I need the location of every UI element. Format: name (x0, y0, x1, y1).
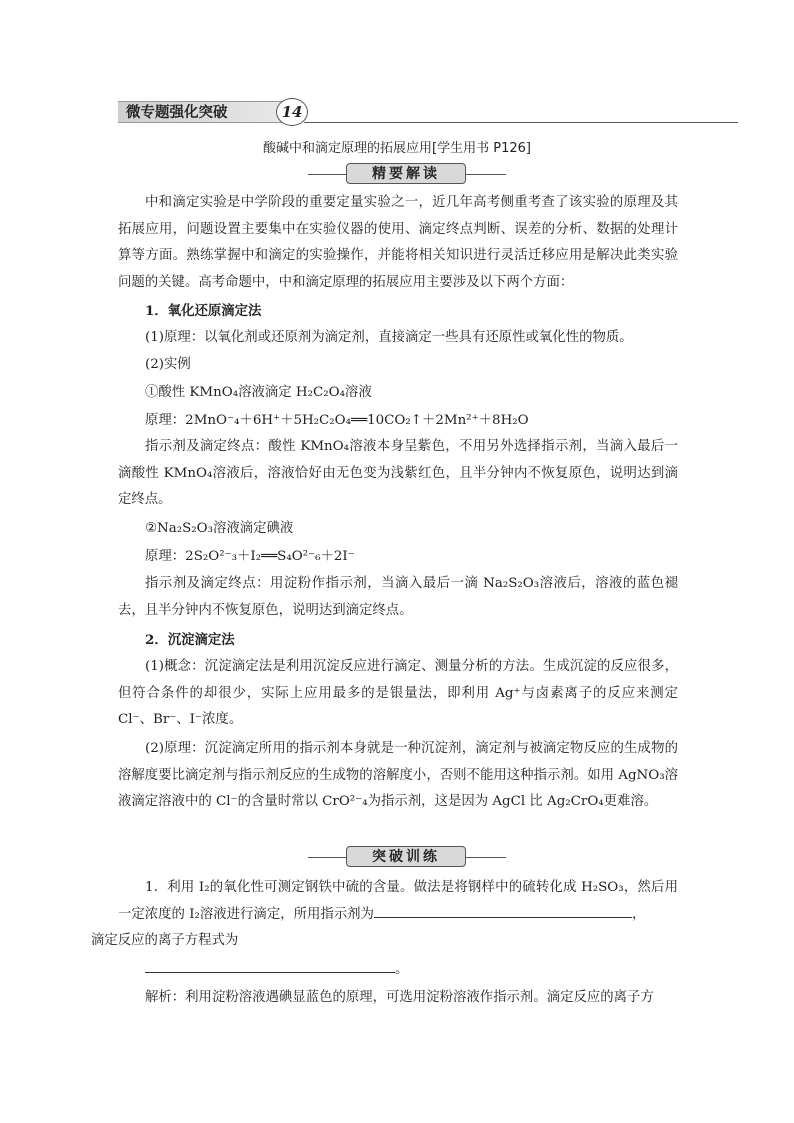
p1-example-label: (2)实例 (145, 357, 191, 372)
intro-paragraph: 中和滴定实验是中学阶段的重要定量实验之一，近几年高考侧重考查了该实验的原理及其拓展应用，问题设置主要集中在实验仪器的使用、滴定终点判断、误差的分析、数据的处理计算等方面。熟练掌握中和滴定的实验操作，并能将相关知识进行灵活迁移应用是解决此类实验问题的关键。高考命题中，中和滴定原理的拓展应用主要涉及以下两个方面： (118, 195, 678, 290)
header (118, 98, 738, 126)
section-heading-1 (308, 163, 506, 185)
analysis: 解析：利用淀粉溶液遇碘显蓝色的原理，可选用淀粉溶液作指示剂。滴定反应的离子方 (145, 990, 654, 1005)
p1-title: 1．氧化还原滴定法 (145, 303, 262, 319)
p1-ex1-title: ①酸性 KMnO₄溶液滴定 H₂C₂O₄溶液 (145, 385, 372, 400)
header-banner: 微专题强化突破 (118, 101, 290, 123)
question-1-text-2: 滴定反应的离子方程式为 (91, 933, 239, 948)
section-heading-2-label: 突破训练 (346, 846, 466, 867)
section-heading-2 (308, 846, 506, 868)
p1-ex2-title: ②Na₂S₂O₃溶液滴定碘液 (145, 521, 294, 536)
subtitle: 酸碱中和滴定原理的拓展应用[学生用书 P126] (263, 141, 531, 156)
header-rule (304, 122, 738, 123)
question-1: 1．利用 I₂的氧化性可测定钢铁中硫的含量。做法是将钢样中的硫转化成 H₂SO₃，然后用一定浓度的 I₂溶液进行滴定，所用指示剂为 ， 滴定反应的离子方程式为 (91, 880, 678, 948)
answer-line-2: 。 (145, 957, 408, 983)
section-heading-1-label: 精要解读 (346, 163, 466, 184)
question-1-text: 1．利用 I₂的氧化性可测定钢铁中硫的含量。做法是将钢样中的硫转化成 H₂SO₃，然后用一定浓度的 I₂溶液进行滴定，所用指示剂为 (118, 880, 678, 922)
p1-ex2-equation: 原理：2S₂O²⁻₃＋I₂══S₄O²⁻₆＋2I⁻ (145, 549, 355, 564)
p2-concept: (1)概念：沉淀滴定法是利用沉淀反应进行滴定、测量分析的方法。生成沉淀的反应很多，但符合条件的却很少，实际上应用最多的是银量法，即利用 Ag⁺与卤素离子的反应来测定 Cl⁻、Br⁻、I⁻浓度。 (118, 659, 678, 727)
p2-principle: (2)原理：沉淀滴定所用的指示剂本身就是一种沉淀剂，滴定剂与被滴定物反应的生成物的溶解度要比滴定剂与指示剂反应的生成物的溶解度小，否则不能用这种指示剂。如用 AgNO₃溶液滴定溶液中的 Cl⁻的含量时常以 CrO²⁻₄为指示剂，这是因为 AgCl 比 Ag₂CrO₄更难溶。 (118, 741, 678, 809)
p1-ex1-indicator: 指示剂及滴定终点：酸性 KMnO₄溶液本身呈紫色，不用另外选择指示剂，当滴入最后一滴酸性 KMnO₄溶液后，溶液恰好由无色变为浅紫红色，且半分钟内不恢复原色，说明达到滴定终点。 (118, 439, 678, 507)
p1-ex1-equation: 原理：2MnO⁻₄＋6H⁺＋5H₂C₂O₄══10CO₂↑＋2Mn²⁺＋8H₂O (145, 413, 529, 428)
p1-principle: (1)原理：以氧化剂或还原剂为滴定剂，直接滴定一些具有还原性或氧化性的物质。 (145, 330, 633, 345)
answer-blank-1[interactable] (374, 903, 632, 918)
header-number: 14 (276, 98, 308, 126)
p2-title: 2．沉淀滴定法 (145, 632, 235, 648)
answer-blank-2[interactable] (145, 958, 395, 973)
p1-ex2-indicator: 指示剂及滴定终点：用淀粉作指示剂，当滴入最后一滴 Na₂S₂O₃溶液后，溶液的蓝色褪去，且半分钟内不恢复原色，说明达到滴定终点。 (118, 576, 678, 618)
